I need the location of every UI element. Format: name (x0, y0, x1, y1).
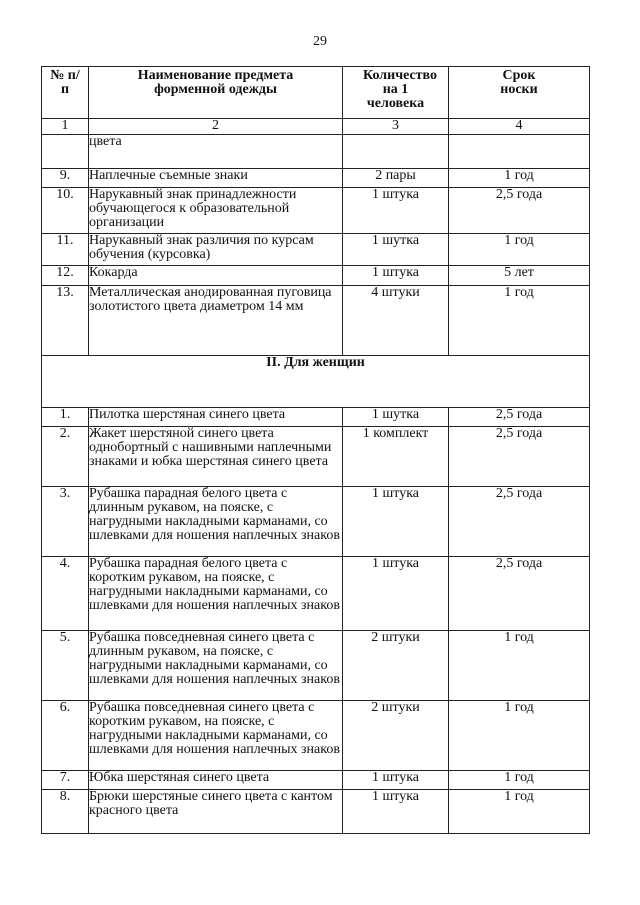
row-number: 11. (42, 234, 89, 266)
item-quantity: 2 штуки (343, 701, 449, 771)
item-quantity: 1 штука (343, 771, 449, 790)
row-number: 5. (42, 631, 89, 701)
item-quantity: 2 пары (343, 169, 449, 188)
item-term: 1 год (449, 701, 590, 771)
item-quantity: 1 шутка (343, 234, 449, 266)
row-number: 12. (42, 266, 89, 286)
row-number: 2. (42, 427, 89, 487)
page-number: 29 (313, 34, 327, 49)
index-row (42, 119, 590, 135)
row-number: 4. (42, 557, 89, 631)
item-quantity: 1 штука (343, 487, 449, 557)
item-name: Рубашка повседневная синего цвета с коротким рукавом, на пояске, с нагрудными накладными карманами, со шлевками для ношения наплечных знаков (89, 701, 343, 771)
item-name: Жакет шерстяной синего цвета однобортный с нашивными наплечными знаками и юбка шерстяная синего цвета (89, 427, 343, 487)
item-term: 5 лет (449, 266, 590, 286)
table-row (42, 790, 590, 834)
item-quantity: 1 штука (343, 188, 449, 234)
row-number: 7. (42, 771, 89, 790)
item-quantity: 1 штука (343, 266, 449, 286)
continued-text: цвета (89, 135, 343, 169)
table-row (42, 408, 590, 427)
item-name: Кокарда (89, 266, 343, 286)
index-cell: 4 (449, 119, 590, 135)
item-name: Нарукавный знак принадлежности обучающегося к образовательной организации (89, 188, 343, 234)
index-cell: 2 (89, 119, 343, 135)
table-row (42, 169, 590, 188)
item-term: 2,5 года (449, 557, 590, 631)
row-number: 10. (42, 188, 89, 234)
item-name: Наплечные съемные знаки (89, 169, 343, 188)
row-number: 6. (42, 701, 89, 771)
header-row (42, 67, 590, 119)
item-quantity: 1 комплект (343, 427, 449, 487)
row-number: 8. (42, 790, 89, 834)
item-name: Рубашка парадная белого цвета с коротким рукавом, на пояске, с нагрудными накладными карманами, со шлевками для ношения наплечных знаков (89, 557, 343, 631)
section-row (42, 356, 590, 408)
table-row (42, 286, 590, 356)
index-cell: 3 (343, 119, 449, 135)
table-row (42, 234, 590, 266)
index-cell: 1 (42, 119, 89, 135)
header-term: Срок носки (449, 67, 590, 119)
item-quantity: 1 шутка (343, 408, 449, 427)
item-name: Рубашка парадная белого цвета с длинным рукавом, на пояске, с нагрудными накладными карманами, со шлевками для ношения наплечных знаков (89, 487, 343, 557)
item-term: 1 год (449, 234, 590, 266)
header-qty: Количество на 1 человека (343, 67, 449, 119)
row-number: 9. (42, 169, 89, 188)
row-number: 1. (42, 408, 89, 427)
table-row (42, 631, 590, 701)
section-title: II. Для женщин (42, 356, 590, 408)
item-term: 1 год (449, 790, 590, 834)
table-row (42, 557, 590, 631)
continued-row (42, 135, 590, 169)
table-row (42, 487, 590, 557)
item-term: 2,5 года (449, 408, 590, 427)
item-name: Брюки шерстяные синего цвета с кантом красного цвета (89, 790, 343, 834)
item-name: Металлическая анодированная пуговица золотистого цвета диаметром 14 мм (89, 286, 343, 356)
table-row (42, 266, 590, 286)
item-term: 1 год (449, 169, 590, 188)
item-term: 2,5 года (449, 188, 590, 234)
header-name: Наименование предмета форменной одежды (89, 67, 343, 119)
item-term: 1 год (449, 286, 590, 356)
row-number: 3. (42, 487, 89, 557)
header-num: № п/п (42, 67, 89, 119)
item-quantity: 1 штука (343, 790, 449, 834)
item-term: 2,5 года (449, 487, 590, 557)
uniform-table (41, 66, 590, 834)
table-row (42, 188, 590, 234)
item-quantity: 2 штуки (343, 631, 449, 701)
item-quantity: 1 штука (343, 557, 449, 631)
table-row (42, 701, 590, 771)
table-row (42, 771, 590, 790)
item-term: 1 год (449, 771, 590, 790)
row-number: 13. (42, 286, 89, 356)
item-term: 2,5 года (449, 427, 590, 487)
table-row (42, 427, 590, 487)
item-name: Нарукавный знак различия по курсам обучения (курсовка) (89, 234, 343, 266)
item-name: Пилотка шерстяная синего цвета (89, 408, 343, 427)
item-term: 1 год (449, 631, 590, 701)
item-name: Рубашка повседневная синего цвета с длинным рукавом, на пояске, с нагрудными накладными карманами, со шлевками для ношения наплечных знаков (89, 631, 343, 701)
item-name: Юбка шерстяная синего цвета (89, 771, 343, 790)
item-quantity: 4 штуки (343, 286, 449, 356)
